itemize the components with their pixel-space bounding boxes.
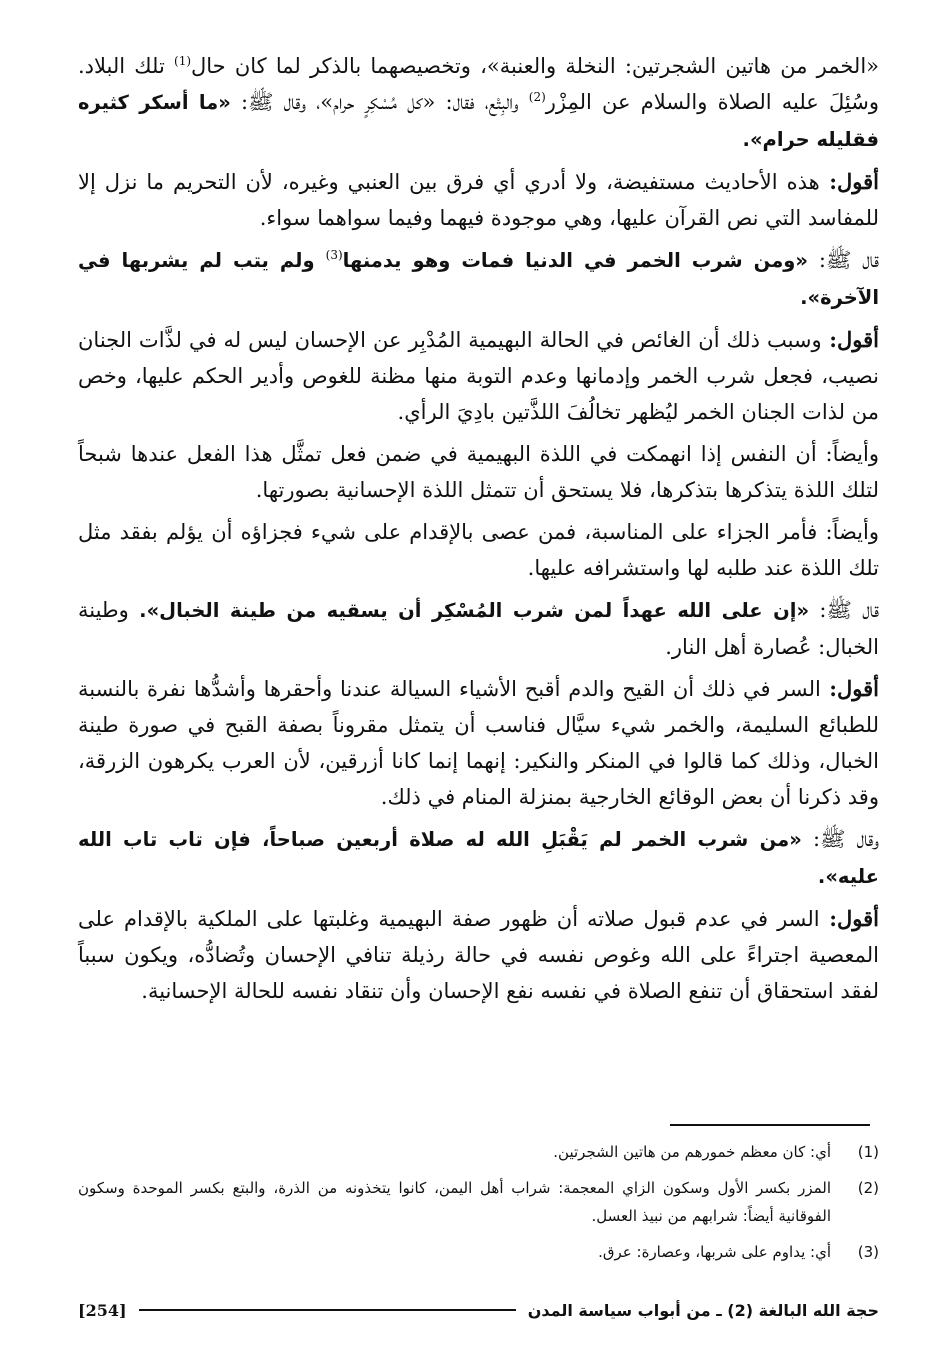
footnote-text: أي: كان معظم خمورهم من هاتين الشجرتين. (553, 1143, 831, 1161)
footnote-number: (3) (857, 1243, 879, 1261)
text: والبِتْع، فقال: «كل مُسْكِرٍ حرام»، وقال ﷺ: (230, 90, 529, 114)
paragraph-1 (78, 48, 879, 158)
text: السر في عدم قبول صلاته أن ظهور صفة البهيمية وغلبتها على الملكية بالإقدام على المعصية اجتراءً على الله وغوص نفسه في حالة رذيلة تنافي الإحسان وتُضادُّه، ويكون سبباً لفقد استحقاق أن تنفع الصلاة في نفسه نفع الإحسان وأن تنقاد نفسه للحالة الإحسانية. (78, 907, 879, 1003)
main-text (78, 48, 879, 1015)
text: هذه الأحاديث مستفيضة، ولا أدري أي فرق بين العنبي وغيره، لأن التحريم ما نزل إلا للمفاسد التي نص القرآن عليها، وهي موجودة فيهما وفيما سواهما سواء. (78, 170, 879, 230)
paragraph-3 (78, 242, 879, 316)
paragraph-8 (78, 671, 879, 815)
hadith-quote: «من شرب الخمر لم يَقْبَلِ الله له صلاة أربعين صباحاً، فإن تاب تاب الله عليه». (78, 828, 879, 888)
aqulu-label: أقول: (820, 676, 879, 701)
page-footer (78, 1296, 879, 1324)
aqulu-label: أقول: (819, 906, 879, 931)
running-title: حجة الله البالغة (2) ـ من أبواب سياسة المدن (527, 1300, 879, 1320)
text: السر في ذلك أن القيح والدم أقبح الأشياء السيالة عندنا وأحقرها وأشدُّها نفرة بالنسبة للطبائع السليمة، والخمر شيء سيَّال فناسب أن يتمثل مقروناً بصفة القبح في صورة طينة الخبال، وذلك كما قالوا في المنكر والنكير: إنهما إنما كانا أزرقين، لأن العرب يكرهون الزرقة، وقد ذكرنا أن بعض الوقائع الخارجية بمنزلة المنام في ذلك. (78, 677, 879, 809)
footnote-2 (78, 1174, 879, 1230)
footnotes (78, 1138, 879, 1274)
paragraph-5: وأيضاً: أن النفس إذا انهمكت في اللذة البهيمية في ضمن فعل تمثَّل هذا الفعل عندها شبحاً لتلك اللذة يتذكرها بتذكرها، فلا يستحق أن تتمثل اللذة الإحسانية بصورتها. (78, 442, 879, 502)
text: قال ﷺ: (808, 248, 879, 272)
paragraph-2 (78, 164, 879, 236)
footnote-ref-2: (2) (528, 90, 546, 104)
hadith-quote: «ما أسكر كثيره فقليله حرام». (78, 91, 879, 151)
hadith-quote: «ومن شرب الخمر في الدنيا فمات وهو يدمنها (342, 249, 809, 272)
hadith-quote: ولم يتب لم يشربها في الآخرة». (78, 249, 879, 309)
footnote-ref-3: (3) (325, 248, 343, 262)
footnote-1 (78, 1138, 879, 1166)
page-number: [254] (78, 1300, 127, 1320)
footnote-text: المزر بكسر الأول وسكون الزاي المعجمة: شراب أهل اليمن، كانوا يتخذونه من الذرة، والبتع بكسر الموحدة وسكون الفوقانية أيضاً: شرابهم من نبيذ العسل. (78, 1179, 831, 1225)
footer-rule (139, 1309, 516, 1311)
footnote-3 (78, 1238, 879, 1266)
hadith-quote: «إن على الله عهداً لمن شرب المُسْكِر أن يسقيه من طينة الخبال». (139, 599, 810, 622)
paragraph-7 (78, 592, 879, 665)
text: وطينة الخبال: عُصارة أهل النار. (78, 598, 879, 659)
text: «الخمر من هاتين الشجرتين: النخلة والعنبة»، وتخصيصهما بالذكر لما كان حال (191, 54, 879, 78)
text: وسبب ذلك أن الغائص في الحالة البهيمية المُدْبِر عن الإحسان ليس له في لذَّات الجنان نصيب، فجعل شرب الخمر وإدمانها وعدم التوبة منها مظنة للغوص وأدير الحكم عليها، وخص من لذات الجنان الخمر ليُظهر تخالُفَ اللذَّتين بادِيَ الرأي. (78, 328, 879, 424)
paragraph-4 (78, 322, 879, 430)
paragraph-9 (78, 821, 879, 895)
aqulu-label: أقول: (819, 169, 879, 194)
text: وقال ﷺ: (801, 827, 879, 851)
paragraph-10 (78, 901, 879, 1009)
footnote-number: (1) (857, 1143, 879, 1161)
aqulu-label: أقول: (821, 327, 879, 352)
footnote-text: أي: يداوم على شربها، وعصارة: عرق. (598, 1243, 831, 1261)
footnote-number: (2) (857, 1179, 879, 1197)
text: تلك البلاد. وسُئِلَ عليه الصلاة والسلام عن المِزْر (78, 54, 879, 114)
footnote-divider (670, 1124, 870, 1126)
paragraph-6: وأيضاً: فأمر الجزاء على المناسبة، فمن عصى بالإقدام على شيء فجزاؤه أن يؤلم بفقد مثل تلك اللذة عند طلبه لها واستشرافه عليها. (78, 520, 880, 580)
text: قال ﷺ: (809, 598, 879, 622)
footnote-ref-1: (1) (174, 54, 192, 68)
